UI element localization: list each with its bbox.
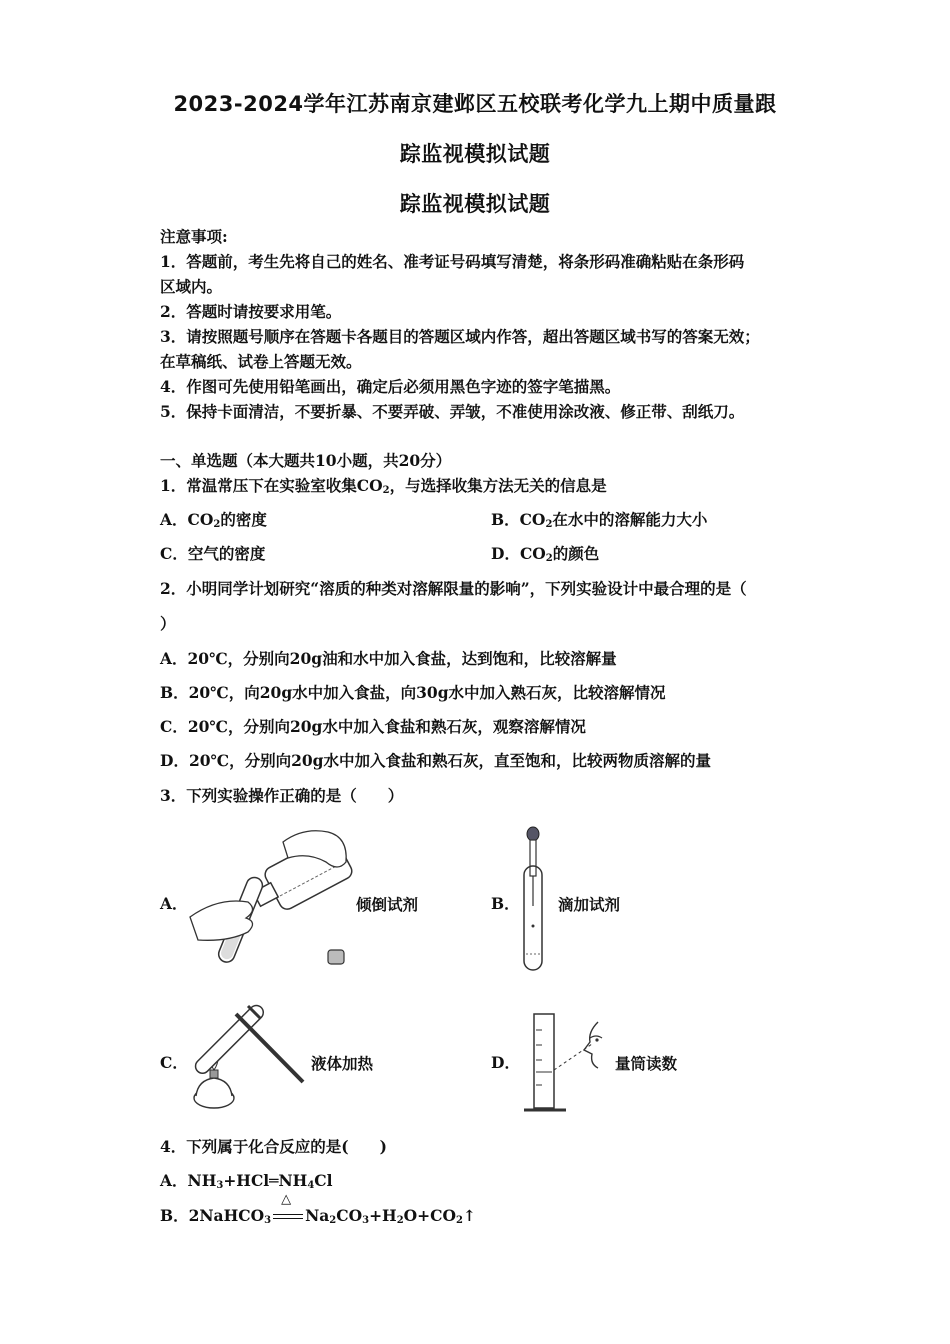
- heating-condition-equals: △: [271, 1208, 305, 1226]
- notice-item-1-cont: 区域内。: [160, 277, 223, 296]
- pour-reagent-illustration: [188, 822, 358, 972]
- q2-option-c[interactable]: C．20℃，分别向20g水中加入食盐和熟石灰，观察溶解情况: [160, 717, 586, 736]
- q1-option-d[interactable]: D．$CO_2$的颜色: [491, 544, 600, 564]
- q3-option-c-label[interactable]: C．: [160, 1053, 188, 1072]
- q3-option-d-caption: 量筒读数: [615, 1054, 678, 1073]
- q1-option-c[interactable]: C．空气的密度: [160, 544, 266, 563]
- heating-liquid-illustration: [188, 1000, 308, 1115]
- q2-stem-cont: ）: [160, 614, 176, 633]
- graduated-cylinder-illustration: [520, 1010, 615, 1115]
- q1-option-b[interactable]: B．$CO_2$在水中的溶解能力大小: [491, 510, 708, 530]
- dropper-illustration: [518, 826, 548, 976]
- page-title-line3: 踪监视模拟试题: [399, 192, 551, 216]
- notice-heading: 注意事项:: [160, 227, 228, 246]
- q3-option-b-label[interactable]: B．: [491, 894, 520, 913]
- q1-option-a[interactable]: A．$CO_2$的密度: [160, 510, 267, 530]
- q2-option-a[interactable]: A．20℃，分别向20g油和水中加入食盐，达到饱和，比较溶解量: [160, 649, 617, 668]
- q2-stem: 2．小明同学计划研究“溶质的种类对溶解限量的影响”，下列实验设计中最合理的是（: [160, 579, 747, 598]
- notice-item-3: 3．请按照题号顺序在答题卡各题目的答题区域内作答，超出答题区域书写的答案无效；: [160, 327, 760, 346]
- q2-option-d[interactable]: D．20℃，分别向20g水中加入食盐和熟石灰，直至饱和，比较两物质溶解的量: [160, 751, 711, 770]
- q1-stem: 1．常温常压下在实验室收集$CO_2$，与选择收集方法无关的信息是: [160, 476, 607, 496]
- q3-option-b-caption: 滴加试剂: [558, 895, 621, 914]
- notice-item-1: 1．答题前，考生先将自己的姓名、准考证号码填写清楚，将条形码准确粘贴在条形码: [160, 252, 745, 271]
- q3-option-a-label[interactable]: A．: [160, 894, 188, 913]
- q3-option-a-caption: 倾倒试剂: [356, 895, 419, 914]
- page-title-line1: 2023-2024学年江苏南京建邺区五校联考化学九上期中质量跟: [173, 92, 777, 116]
- page-title-line2: 踪监视模拟试题: [399, 142, 551, 166]
- q4-option-a[interactable]: A．$NH_3+HCl═NH_4Cl$: [160, 1171, 333, 1191]
- q2-option-b[interactable]: B．20℃，向20g水中加入食盐，向30g水中加入熟石灰，比较溶解情况: [160, 683, 666, 702]
- notice-item-4: 4．作图可先使用铅笔画出，确定后必须用黑色字迹的签字笔描黑。: [160, 377, 621, 396]
- notice-item-5: 5．保持卡面清洁，不要折暴、不要弄破、弄皱，不准使用涂改液、修正带、刮纸刀。: [160, 402, 745, 421]
- section-heading: 一、单选题（本大题共10小题，共20分）: [160, 451, 452, 470]
- q4-stem: 4．下列属于化合反应的是( ): [160, 1137, 387, 1156]
- q3-stem: 3．下列实验操作正确的是（ ）: [160, 786, 404, 805]
- q4-option-b[interactable]: B．2NaHCO$_3$ △ $Na_2CO_3+H_2O+CO_2↑$: [160, 1192, 476, 1226]
- q3-option-c-caption: 液体加热: [311, 1054, 374, 1073]
- q3-option-d-label[interactable]: D．: [491, 1053, 520, 1072]
- notice-item-3-cont: 在草稿纸、试卷上答题无效。: [160, 352, 362, 371]
- notice-item-2: 2．答题时请按要求用笔。: [160, 302, 342, 321]
